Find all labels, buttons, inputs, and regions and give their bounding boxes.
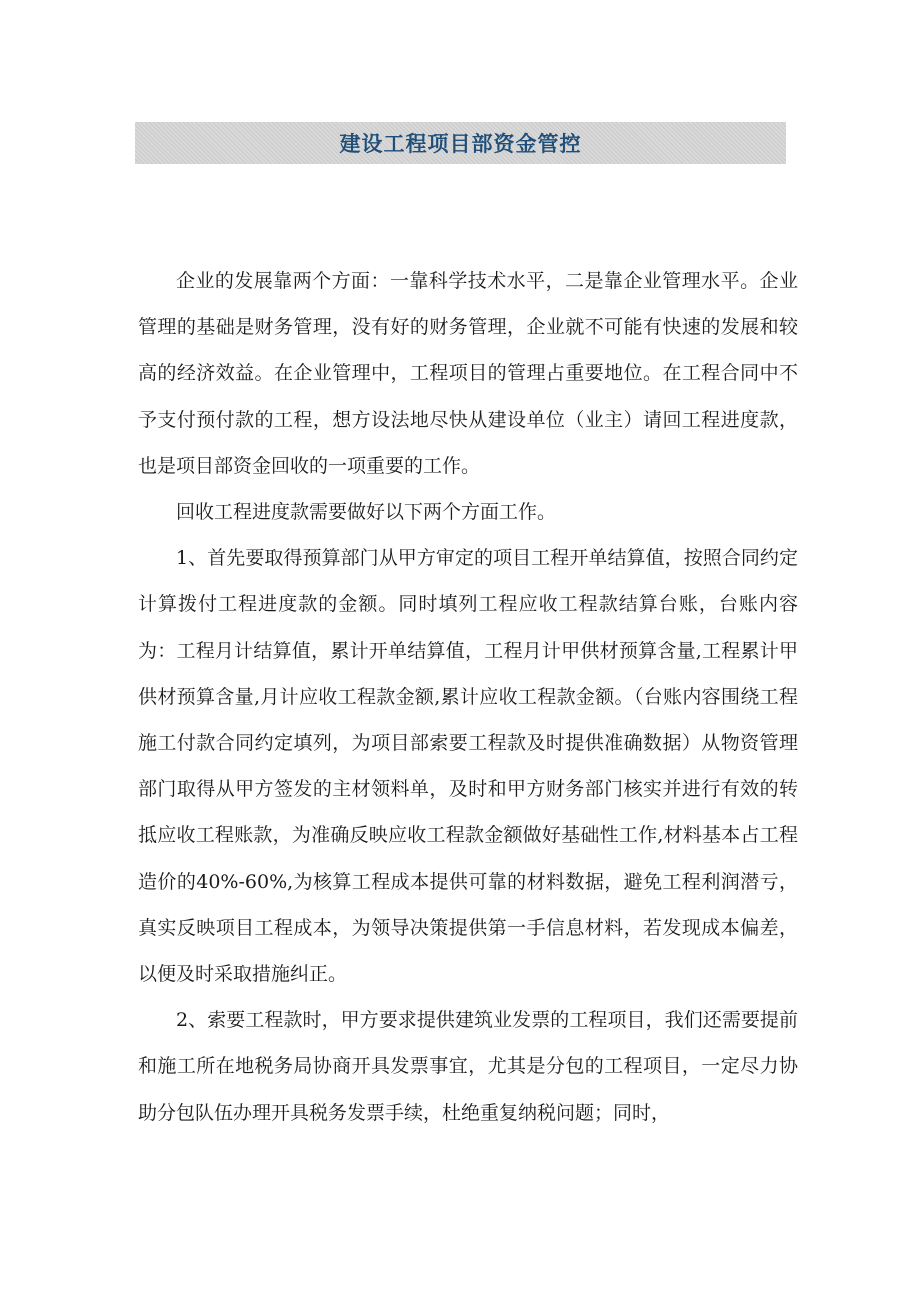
paragraph-point-2: 2、索要工程款时，甲方要求提供建筑业发票的工程项目，我们还需要提前和施工所在地税务局协商开具发票事宜，尤其是分包的工程项目，一定尽力协助分包队伍办理开具税务发票手续，杜绝重复纳税问题；同时， <box>138 1009 798 1124</box>
paragraph-point-1: 1、首先要取得预算部门从甲方审定的项目工程开单结算值，按照合同约定计算拨付工程进度款的金额。同时填列工程应收工程款结算台账，台账内容为：工程月计结算值，累计开单结算值，工程月计甲供材预算含量,工程累计甲供材预算含量,月计应收工程款金额,累计应收工程款金额。（台账内容围绕工程施工付款合同约定填列，为项目部索要工程款及时提供准确数据）从物资管理部门取得从甲方签发的主材领料单，及时和甲方财务部门核实并进行有效的转抵应收工程账款，为准确反映应收工程款金额做好基础性工作,材料基本占工程造价的40%-60%,为核算工程成本提供可靠的材料数据，避免工程利润潜亏，真实反映项目工程成本，为领导决策提供第一手信息材料，若发现成本偏差，以便及时采取措施纠正。 <box>138 547 798 986</box>
document-title: 建设工程项目部资金管控 <box>339 132 582 156</box>
title-banner <box>135 122 786 164</box>
document-body <box>138 258 798 1136</box>
paragraph-overview: 回收工程进度款需要做好以下两个方面工作。 <box>176 501 557 524</box>
paragraph-intro: 企业的发展靠两个方面：一靠科学技术水平，二是靠企业管理水平。企业管理的基础是财务管理，没有好的财务管理，企业就不可能有快速的发展和较高的经济效益。在企业管理中，工程项目的管理占重要地位。在工程合同中不予支付预付款的工程，想方设法地尽快从建设单位（业主）请回工程进度款，也是项目部资金回收的一项重要的工作。 <box>138 270 798 477</box>
